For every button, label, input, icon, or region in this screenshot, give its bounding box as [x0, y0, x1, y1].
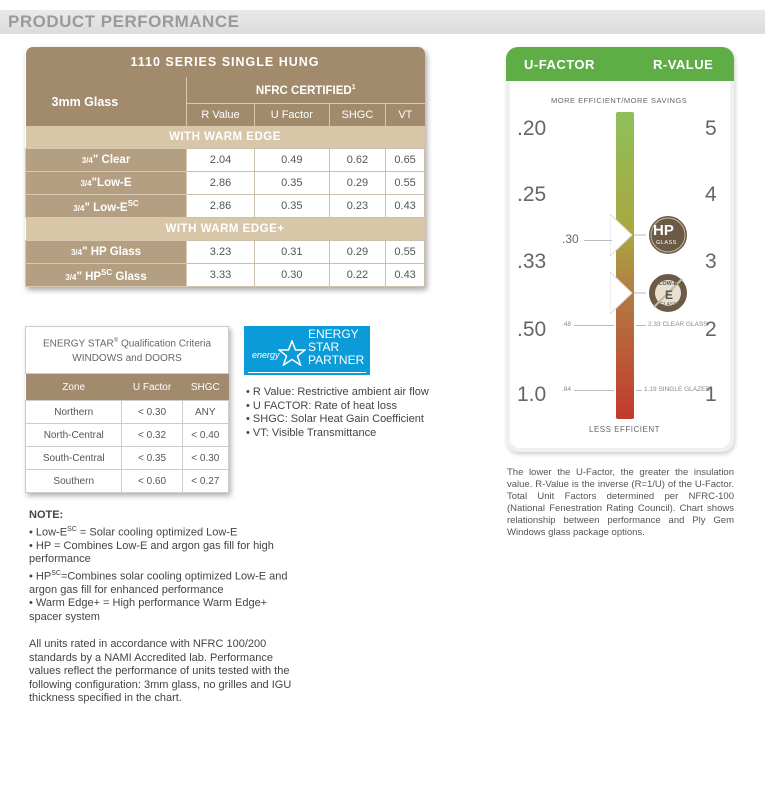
- value-cell: 0.35: [254, 172, 329, 195]
- performance-title: 1110 SERIES SINGLE HUNG: [26, 47, 425, 77]
- value-cell: 2.04: [187, 149, 255, 172]
- energy-star-criteria-table: [25, 326, 229, 493]
- value-cell: 0.29: [329, 172, 386, 195]
- es-cell: ANY: [182, 401, 228, 424]
- page-title: PRODUCT PERFORMANCE: [8, 12, 240, 31]
- less-efficient-label: LESS EFFICIENT: [589, 425, 661, 434]
- value-cell: 0.35: [254, 195, 329, 218]
- column-header: VT: [386, 104, 425, 127]
- section-header: WITH WARM EDGE+: [26, 218, 425, 241]
- value-cell: 3.33: [187, 264, 255, 287]
- energy-script: energy: [252, 350, 280, 360]
- es-column-header: SHGC: [182, 374, 228, 401]
- column-header: R Value: [187, 104, 255, 127]
- table-row: [26, 195, 425, 218]
- table-row: [26, 241, 425, 264]
- definition-item: • SHGC: Solar Heat Gain Coefficient: [246, 413, 424, 425]
- glass-type-label: 3/4" Low-$E^{SC}$: [26, 195, 187, 218]
- header-bar: [0, 10, 765, 34]
- definition-item: • R Value: Restrictive ambient air flow: [246, 386, 429, 398]
- u-factor-value: .20: [517, 117, 547, 140]
- es-cell: Southern: [26, 470, 122, 493]
- definitions-list: [246, 386, 429, 440]
- es-cell: South-Central: [26, 447, 122, 470]
- section-header: WITH WARM EDGE: [26, 126, 425, 149]
- nfrc-label: NFRC CERTIFIED$^1$: [187, 77, 425, 104]
- es-cell: < 0.32: [122, 424, 182, 447]
- r-value-value: 5: [705, 117, 717, 140]
- es-cell: < 0.35: [122, 447, 182, 470]
- clear-glass-label: 2.33 CLEAR GLASS: [648, 321, 708, 328]
- single-glazed-label: 1.19 SINGLE GLAZED: [644, 386, 711, 393]
- value-cell: 0.29: [329, 241, 386, 264]
- glass-type-label: 3/4" HP Glass: [26, 241, 187, 264]
- column-header: SHGC: [329, 104, 386, 127]
- note-item: • Warm Edge+ = High performance Warm Edge+ spacer system: [29, 597, 268, 623]
- glass-label: 3mm Glass: [26, 77, 187, 126]
- notes-title: NOTE:: [29, 509, 64, 521]
- r-value-value: 4: [705, 183, 717, 206]
- value-cell: 0.31: [254, 241, 329, 264]
- table-row: [26, 149, 425, 172]
- value-cell: 0.30: [254, 264, 329, 287]
- r-value-value: 1: [705, 383, 717, 406]
- value-cell: 0.49: [254, 149, 329, 172]
- value-cell: 0.22: [329, 264, 386, 287]
- table-row: [26, 264, 425, 287]
- value-cell: 2.86: [187, 195, 255, 218]
- notes-section: [29, 509, 299, 706]
- energy-star-partner-logo: [244, 326, 370, 375]
- r-value-header: R-VALUE: [653, 57, 714, 72]
- es-cell: < 0.30: [122, 401, 182, 424]
- table-row: [26, 470, 229, 493]
- u-factor-value: .50: [517, 318, 547, 341]
- efficiency-bar: [616, 112, 634, 419]
- value-cell: 0.23: [329, 195, 386, 218]
- value-cell: 0.55: [386, 241, 425, 264]
- low-e-badge-sub: GLASS: [660, 302, 677, 308]
- u-factor-value: .25: [517, 183, 547, 206]
- hp-u-value: .30: [562, 232, 579, 246]
- gauge-description: The lower the U-Factor, the greater the insulation value. R-Value is the inverse (R=1/U) of the U-Factor. Total Unit Factors determined per NFRC-100 (National Fenestration Rating Council). Chart shows relationship between performance and Ply Gem Windows glass package options.: [507, 467, 734, 538]
- hp-badge-sub: GLASS: [656, 240, 677, 246]
- es-cell: < 0.60: [122, 470, 182, 493]
- clear-u-value: .48: [562, 321, 572, 328]
- note-item: • $HP^{SC}=Combines$ solar cooling optimized Low-E and argon gas fill for enhanced performance: [29, 569, 288, 596]
- energy-star-partner-text: ENERGY STAR PARTNER: [308, 327, 365, 367]
- performance-table: [25, 47, 425, 287]
- table-row: [26, 401, 229, 424]
- column-header: U Factor: [254, 104, 329, 127]
- glass-type-label: 3/4" $HP^{SC}$ Glass: [26, 264, 187, 287]
- energy-star-title: ENERGY STAR® Qualification Criteria WINDOWS and DOORS: [26, 327, 229, 374]
- value-cell: 0.62: [329, 149, 386, 172]
- table-row: [26, 447, 229, 470]
- es-cell: < 0.27: [182, 470, 228, 493]
- low-e-glass-marker: [610, 270, 700, 316]
- value-cell: 2.86: [187, 172, 255, 195]
- definition-item: • VT: Visible Transmittance: [246, 426, 377, 439]
- r-value-value: 3: [705, 250, 717, 273]
- note-item: • Low-$E^{SC}$ = Solar cooling optimized Low-E: [29, 525, 238, 539]
- es-cell: < 0.40: [182, 424, 228, 447]
- table-row: [26, 172, 425, 195]
- hp-badge-text: HP: [653, 222, 674, 239]
- value-cell: 0.43: [386, 264, 425, 287]
- note-item: • HP = Combines Low-E and argon gas fill for high performance: [29, 539, 274, 566]
- u-factor-header: U-FACTOR: [524, 57, 595, 72]
- r-value-value: 2: [705, 318, 717, 341]
- table-row: [26, 424, 229, 447]
- definition-item: • U FACTOR: Rate of heat loss: [246, 399, 397, 412]
- es-column-header: U Factor: [122, 374, 182, 401]
- star-icon: [278, 340, 306, 366]
- value-cell: 0.55: [386, 172, 425, 195]
- value-cell: 0.65: [386, 149, 425, 172]
- value-cell: 3.23: [187, 241, 255, 264]
- es-cell: < 0.30: [182, 447, 228, 470]
- u-factor-value: .33: [517, 250, 547, 273]
- low-e-badge-text: LOW-E: [659, 281, 678, 287]
- value-cell: 0.43: [386, 195, 425, 218]
- notes-paragraph: All units rated in accordance with NFRC 100/200 standards by a NAMI Accredited lab. Performance values reflect the performance of units tested with the following configuration: 3mm glass, no grilles and IGU thickness specified in the chart.: [29, 638, 292, 705]
- u-factor-value: 1.0: [517, 383, 547, 406]
- es-cell: North-Central: [26, 424, 122, 447]
- single-u-value: .84: [562, 386, 572, 393]
- glass-type-label: 3/4" Clear: [26, 149, 187, 172]
- es-column-header: Zone: [26, 374, 122, 401]
- gauge-header: [506, 47, 734, 81]
- es-cell: Northern: [26, 401, 122, 424]
- glass-type-label: 3/4"Low-E: [26, 172, 187, 195]
- more-efficient-label: MORE EFFICIENT/MORE SAVINGS: [551, 96, 688, 105]
